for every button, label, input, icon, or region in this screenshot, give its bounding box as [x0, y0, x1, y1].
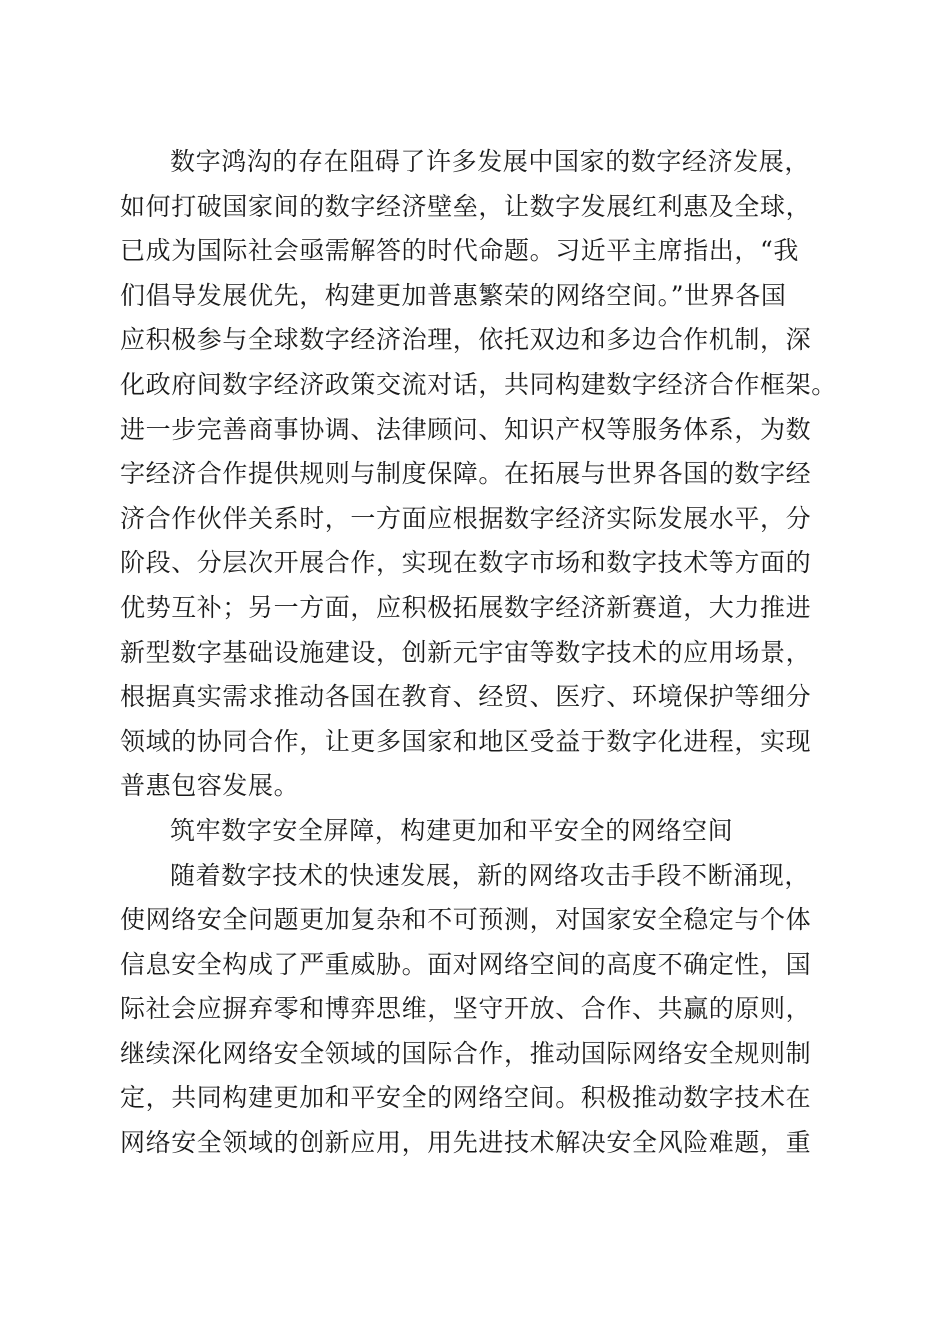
section-heading: 筑牢数字安全屏障，构建更加和平安全的网络空间: [170, 815, 734, 845]
text-line: 网络安全领域的创新应用，用先进技术解决安全风险难题，重: [120, 1128, 812, 1158]
text-line: 阶段、分层次开展合作，实现在数字市场和数字技术等方面的: [120, 548, 812, 578]
text-line: 济合作伙伴关系时，一方面应根据数字经济实际发展水平，分: [120, 503, 812, 533]
text-line: 已成为国际社会亟需解答的时代命题。习近平主席指出，“我: [120, 236, 799, 266]
text-line: 根据真实需求推动各国在教育、经贸、医疗、环境保护等细分: [120, 682, 812, 712]
text-line: 们倡导发展优先，构建更加普惠繁荣的网络空间。”世界各国: [120, 280, 787, 310]
text-line: 新型数字基础设施建设，创新元宇宙等数字技术的应用场景，: [120, 637, 812, 667]
text-line: 信息安全构成了严重威胁。面对网络空间的高度不确定性，国: [120, 949, 812, 979]
text-line: 数字鸿沟的存在阻碍了许多发展中国家的数字经济发展，: [170, 147, 811, 176]
document-body: [120, 140, 840, 1166]
text-line: 定，共同构建更加和平安全的网络空间。积极推动数字技术在: [120, 1083, 812, 1113]
text-line: 随着数字技术的快速发展，新的网络攻击手段不断涌现，: [170, 860, 811, 890]
text-line: 领域的协同合作，让更多国家和地区受益于数字化进程，实现: [120, 726, 812, 756]
text-line: 应积极参与全球数字经济治理，依托双边和多边合作机制，深: [120, 325, 812, 355]
text-line: 字经济合作提供规则与制度保障。在拓展与世界各国的数字经: [120, 459, 812, 489]
text-line: 优势互补；另一方面，应积极拓展数字经济新赛道，大力推进: [120, 592, 812, 622]
text-line: 继续深化网络安全领域的国际合作，推动国际网络安全规则制: [120, 1038, 812, 1068]
text-line: 化政府间数字经济政策交流对话，共同构建数字经济合作框架。: [120, 369, 837, 399]
text-line: 使网络安全问题更加复杂和不可预测，对国家安全稳定与个体: [120, 905, 812, 935]
text-line: 际社会应摒弃零和博弈思维，坚守开放、合作、共赢的原则，: [120, 994, 812, 1024]
text-line: 如何打破国家间的数字经济壁垒，让数字发展红利惠及全球，: [120, 191, 812, 221]
text-line: 普惠包容发展。: [120, 771, 300, 801]
text-line: 进一步完善商事协调、法律顾问、知识产权等服务体系，为数: [120, 414, 812, 444]
